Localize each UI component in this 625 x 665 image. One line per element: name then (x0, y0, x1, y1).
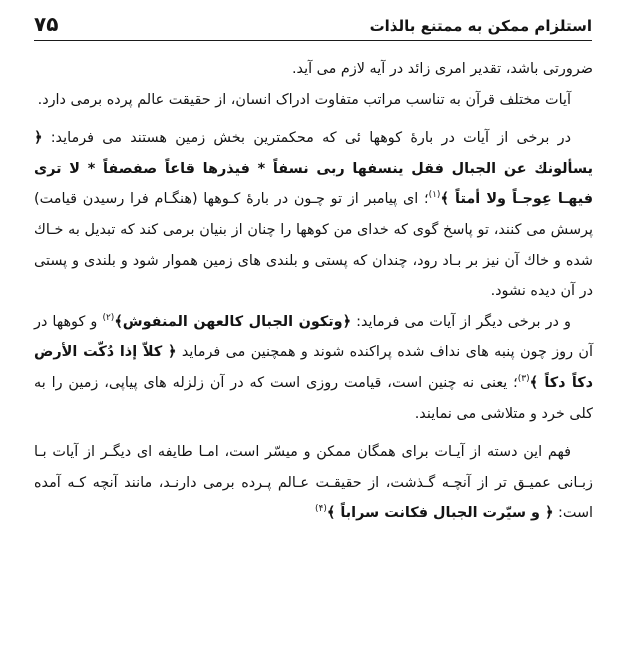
text-run: آیات مختلف قرآن به تناسب مراتب متفاوت ادراک انسان، از حقیقت عالم پرده برمی دارد. (37, 91, 571, 108)
paragraph-1 (34, 54, 593, 85)
text-run: در برخی از آیات در بارهٔ کوهها ئی که محکمترین بخش زمین هستند می فرماید: (42, 130, 571, 147)
footnote-marker: (۱) (428, 190, 441, 201)
text-run: و کوهها در آن روز چون پنبه های نداف شده پراکنده شوند و همچنین می فرماید (34, 313, 593, 361)
footnote-marker: (۲) (102, 312, 115, 323)
running-title: استلزام ممکن به ممتنع بالذات (369, 17, 592, 35)
text-run: و در برخی دیگر از آیات می فرماید: (351, 313, 571, 330)
quran-verse: ﴿وتکون الجبال کالعهن المنفوش﴾ (114, 313, 352, 330)
paragraph-3 (34, 123, 593, 307)
page-header (34, 12, 592, 41)
quran-verse: ﴿ یسألونك عن الجبال فقل ینسفها ربی نسفاً * فیذرها قاعاً صفصفاً * لا تری فیهـا عِوجـاً ولا أمتاً ﴾ (34, 130, 593, 208)
text-run: ؛ ای پیامبر از تو چـون در بارهٔ کـوهها (هنگـام فرا رسیدن قیامت) پرسش می کنند، تو پاسخ گوی که خدای من کوهها را چنان از بنیان برمی کند که تبدیل به خـاك شده و خاك آن نیز بر بـاد رود، چندان که پستی و بلندی های زمین هموار شود و بلندی و پستی در آن دیده نشود. (34, 191, 593, 300)
page-number: ۷۵ (34, 12, 59, 36)
footnote-marker: (۳) (517, 374, 530, 385)
quran-verse: ﴿ کلاّ إذا دُکّت الأرض دکاً دکاً ﴾ (34, 344, 593, 391)
paragraph-4 (34, 307, 593, 429)
text-run: فهم این دسته از آیـات برای همگان ممکن و میسّر است، امـا طایفه ای دیگـر از آیات بـا زبـانی عمیـق تر از آنچـه گـذشت، از حقیقـت عـالم پـرده برمی دارنـد، مانند آنچه کـه آمده است: (34, 444, 593, 522)
paragraph-5 (34, 437, 593, 529)
footnote-marker: (۴) (315, 504, 327, 515)
text-run: ؛ یعنی نه چنین است، قیامت روزی است که در آن زلزله های پیاپی، زمین را به کلی خرد و متلاشی می نمایند. (34, 374, 593, 422)
text-run: ضرورتی باشد، تقدیر امری زائد در آیه لازم می آید. (291, 61, 593, 77)
body-text (34, 54, 593, 529)
quran-verse: ﴿ و سیّرت الجبال فکانت سراباً ﴾ (326, 505, 554, 522)
paragraph-2 (34, 85, 593, 116)
